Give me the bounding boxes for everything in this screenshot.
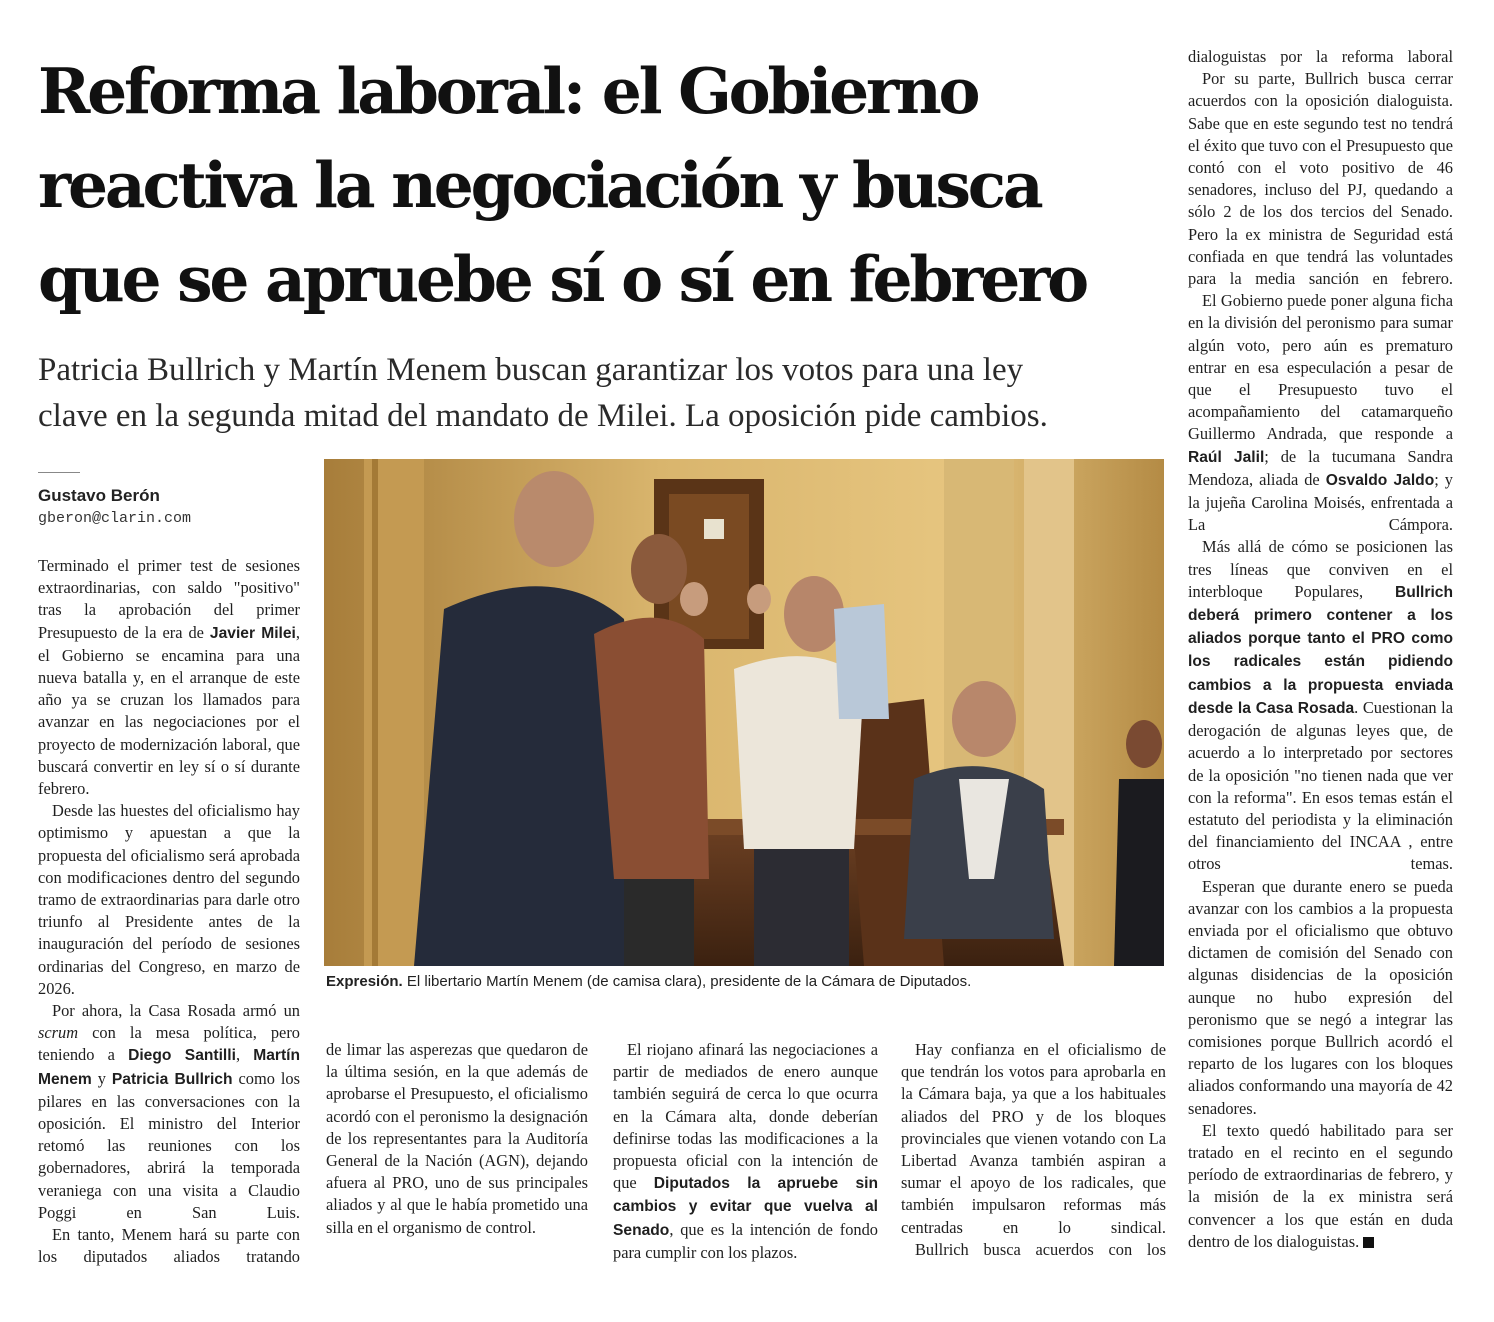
bold-name: Javier Milei: [209, 624, 296, 642]
paragraph: Terminado el primer test de sesiones extraordinarias, con saldo "positivo" tras la aprobación del primer Presupuesto de la era de Javier Milei, el Gobierno se encamina para una nueva batalla y, en el arranque de este año ya se cruzan los llamados para avanzar en las negociaciones por el proyecto de modernización laboral, que buscará convertir en ley sí o sí durante febrero.: [38, 556, 300, 799]
caption-lead: Expresión.: [326, 973, 403, 990]
paragraph: Desde las huestes del oficialismo hay optimismo y apuestan a que la propuesta del oficialismo será aprobada con modificaciones dentro del segundo tramo de extraordinarias para darle otro triunfo al Presidente antes de la inauguración del período de sesiones ordinarias del Congreso, en marzo de 2026.: [38, 801, 300, 998]
paragraph: de limar las asperezas que quedaron de la última sesión, en la que además de aprobarse el Presupuesto, el oficialismo acordó con el peronismo la designación de los representantes para la Auditoría General de la Nación (AGN), dejando afuera al PRO, uno de sus principales aliados y al que le había prometido una silla en el organismo de control.: [326, 1040, 588, 1237]
article-photo: [324, 459, 1164, 966]
byline-email: gberon@clarin.com: [38, 510, 192, 527]
paragraph: El riojano afinará las negociaciones a partir de mediados de enero aunque también seguirá de cerca lo que ocurra en la Cámara alta, donde deberían definirse todas las modificaciones a la propuesta oficial con la intención de que Diputados la apruebe sin cambios y evitar que vuelva al Senado, que es la intención de fondo para cumplir con los plazos.: [613, 1040, 878, 1262]
article-column-1: [38, 555, 300, 1269]
headline-line-1: Reforma laboral: el Gobierno: [38, 54, 978, 128]
headline-line-2: reactiva la negociación y busca: [38, 148, 1041, 222]
deck-line-2: clave en la segunda mitad del mandato de Milei. La oposición pide cambios.: [38, 398, 1048, 434]
paragraph: Esperan que durante enero se pueda avanzar con los cambios a la propuesta enviada por el oficialismo que obtuvo dictamen de comisión del Senado con algunas disidencias de la oposición aunque no hubo expresión del peronismo que se negó a integrar las comisiones porque Bullrich acordó el reparto de los lugares con los bloques aliados conformando una mayoría de 42 senadores.: [1188, 876, 1453, 1118]
article-column-4: [901, 1039, 1166, 1261]
end-mark-icon: [1363, 1237, 1374, 1248]
headline-line-3: que se apruebe sí o sí en febrero: [38, 242, 1086, 316]
byline-author: Gustavo Berón: [38, 486, 160, 505]
paragraph: dialoguistas por la reforma laboral: [1188, 47, 1453, 66]
article-column-3: [613, 1039, 878, 1264]
paragraph: El Gobierno puede poner alguna ficha en la división del peronismo para sumar algún voto, pero aún es prematuro entrar en esa especulación a pesar de que el Presupuesto tuvo el acompañamiento del catamarqueño Guillermo Andrada, que responde a Raúl Jalil; de la tucumana Sandra Mendoza, aliada de Osvaldo Jaldo; y la jujeña Carolina Moisés, enfrentada a La Cámpora.: [1188, 291, 1453, 535]
paragraph: Hay confianza en el oficialismo de que tendrán los votos para aprobarla en la Cámara baja, ya que a los habituales aliados del PRO y de los bloques provinciales que vienen votando con La Libertad Avanza también aspiran a sumar el apoyo de los radicales, que también impulsaron reformas más centradas en lo sindical.: [901, 1040, 1166, 1237]
deck-line-1: Patricia Bullrich y Martín Menem buscan garantizar los votos para una ley: [38, 352, 1024, 388]
article-column-2: [326, 1039, 588, 1239]
paragraph: Por ahora, la Casa Rosada armó un scrum con la mesa política, pero teniendo a Diego Santilli, Martín Menem y Patricia Bullrich como los pilares en las conversaciones con la oposición. El ministro del Interior retomó las reuniones con los gobernadores, abrirá la temporada veraniega con una visita a Claudio Poggi en San Luis.: [38, 1001, 300, 1222]
article-column-5: [1188, 46, 1453, 1253]
byline-rule: [38, 472, 80, 473]
caption-text: El libertario Martín Menem (de camisa clara), presidente de la Cámara de Diputados.: [406, 973, 972, 990]
deck: [38, 347, 1178, 439]
paragraph: Por su parte, Bullrich busca cerrar acuerdos con la oposición dialoguista. Sabe que en este segundo test no tendrá el éxito que tuvo con el Presupuesto que contó con el voto positivo de 46 senadores, incluso del PJ, quedando a sólo 2 de los dos tercios del Senado. Pero la ex ministra de Seguridad está confiada en que tendrá las voluntades para la media sanción en febrero.: [1188, 69, 1453, 289]
paragraph: Más allá de cómo se posicionen las tres líneas que conviven en el interbloque Populares, Bullrich deberá primero contener a los aliados porque tanto el PRO como los radicales están pidiendo cambios a la propuesta enviada desde la Casa Rosada. Cuestionan la derogación de algunas leyes que, de acuerdo a lo interpretado por sectores de la oposición "no tienen nada que ver con la reforma". En esos temas están el estatuto del periodista y la eliminación del financiamiento del INCAA , entre otros temas.: [1188, 537, 1454, 874]
headline: [38, 44, 1178, 326]
photo-illustration: [324, 459, 1164, 966]
photo-caption: [326, 973, 1166, 990]
paragraph: Bullrich busca acuerdos con los: [915, 1239, 1166, 1259]
paragraph: En tanto, Menem hará su parte con los diputados aliados tratando: [38, 1225, 300, 1267]
paragraph: El texto quedó habilitado para ser tratado en el recinto en el segundo período de extraordinarias de febrero, y la misión de la ex ministra será convencer a los que están en duda dentro de los dialoguistas.: [1188, 1120, 1453, 1251]
